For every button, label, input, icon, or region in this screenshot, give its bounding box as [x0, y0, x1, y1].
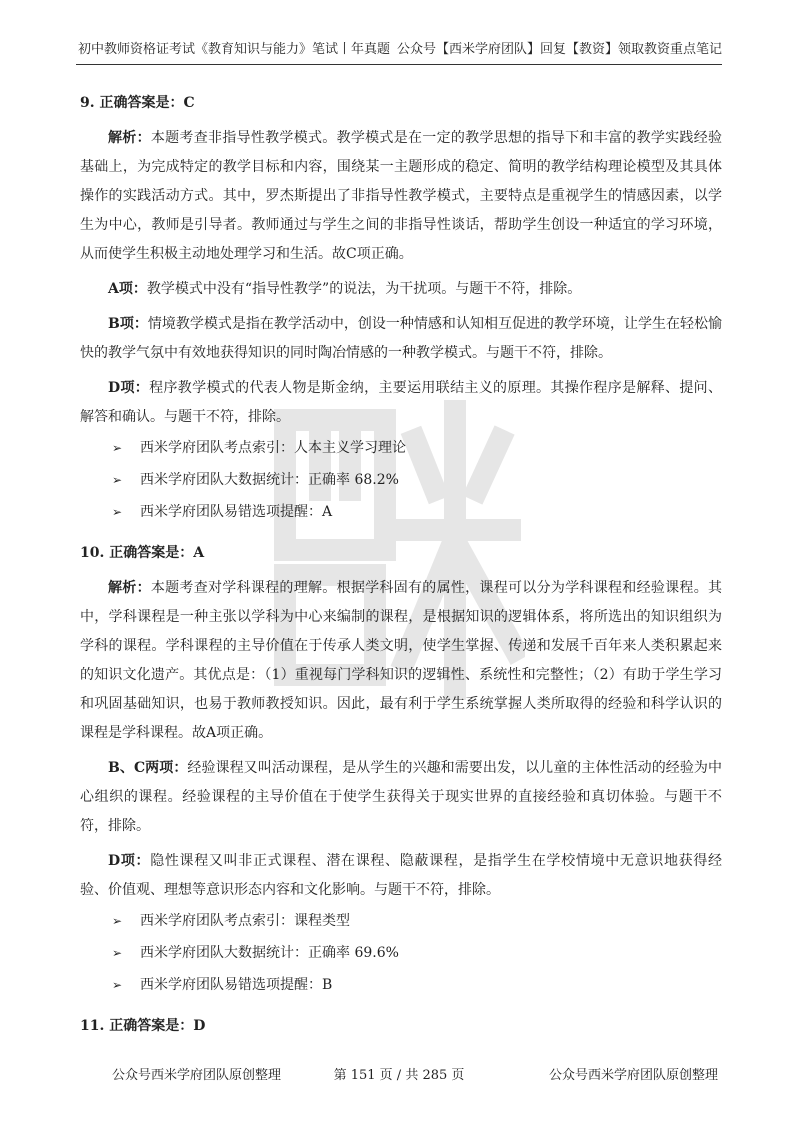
q10-bullet-stats: [80, 937, 722, 969]
q10-bullet-error: [80, 969, 722, 1001]
q10-option-d-label: D项：: [108, 853, 151, 869]
q9-option-b: [80, 310, 722, 368]
q10-option-d-text: 隐性课程又叫非正式课程、潜在课程、隐蔽课程，是指学生在学校情境中无意识地获得经验、价值观、理想等意识形态内容和文化影响。与题干不符，排除。: [80, 853, 723, 898]
q9-option-d-text: 程序教学模式的代表人物是斯金纳，主要运用联结主义的原理。其操作程序是解释、提问、解答和确认。与题干不符，排除。: [80, 380, 723, 425]
q11-answer-title: 11. 正确答案是：D: [80, 1018, 206, 1034]
q9-bullet-error: [80, 496, 722, 528]
bullet-arrow-icon: ➢: [112, 946, 123, 960]
page-number: 第 151 页 / 共 285 页: [333, 1068, 465, 1083]
q10-option-d: [80, 847, 722, 905]
q9-option-a-label: A项：: [108, 281, 147, 297]
bullet-arrow-icon: ➢: [112, 505, 123, 519]
q10-option-bc: [80, 754, 722, 841]
bullet-arrow-icon: ➢: [112, 441, 123, 455]
q9-option-b-text: 情境教学模式是指在教学活动中，创设一种情感和认知相互促进的教学环境，让学生在轻松愉快的教学气氛中有效地获得知识的同时陶冶情感的一种教学模式。与题干不符，排除。: [80, 316, 723, 361]
q9-bullet-stats: [80, 464, 722, 496]
q9-bullet-error-text: 西米学府团队易错选项提醒：A: [140, 504, 333, 520]
q10-option-bc-label: B、C两项：: [108, 760, 188, 776]
q9-analysis-label: 解析：: [108, 130, 151, 146]
q9-bullet-index: [80, 432, 722, 464]
header-left-text: 初中教师资格证考试《教育知识与能力》笔试丨年真题: [78, 42, 391, 57]
q10-analysis-text: 本题考查对学科课程的理解。根据学科固有的属性，课程可以分为学科课程和经验课程。其中，学科课程是一种主张以学科为中心来编制的课程，是根据知识的逻辑体系，将所选出的知识组织为学科的课程。学科课程的主导价值在于传承人类文明，使学生掌握、传递和发展千百年来人类积累起来的知识文化遗产。其优点是：（1）重视每门学科知识的逻辑性、系统性和完整性；（2）有助于学生学习和巩固基础知识，也易于教师教授知识。因此，最有利于学生系统掌握人类所取得的经验和科学认识的课程是学科课程。故A项正确。: [80, 580, 722, 741]
bullet-arrow-icon: ➢: [112, 978, 123, 992]
page-header: [76, 38, 722, 65]
q10-bullet-index-text: 西米学府团队考点索引：课程类型: [140, 913, 350, 929]
q9-option-d: [80, 374, 722, 432]
q10-bullet-stats-text: 西米学府团队大数据统计：正确率 69.6%: [140, 945, 399, 961]
q9-answer-title: 9. 正确答案是：C: [80, 95, 195, 111]
q9-bullet-index-text: 西米学府团队考点索引：人本主义学习理论: [140, 440, 406, 456]
q10-bullet-index: [80, 905, 722, 937]
bullet-arrow-icon: ➢: [112, 914, 123, 928]
q10-option-bc-text: 经验课程又叫活动课程，是从学生的兴趣和需要出发，以儿童的主体性活动的经验为中心组织的课程。经验课程的主导价值在于使学生获得关于现实世界的直接经验和真切体验。与题干不符，排除。: [80, 760, 722, 834]
q9-bullet-stats-text: 西米学府团队大数据统计：正确率 68.2%: [140, 472, 399, 488]
q10-analysis-label: 解析：: [108, 580, 151, 596]
document-body: [80, 88, 722, 1041]
footer-left-text: 公众号西米学府团队原创整理: [112, 1068, 282, 1083]
q10-analysis: [80, 574, 722, 748]
q9-analysis: [80, 124, 722, 269]
q9-option-b-label: B项：: [108, 316, 148, 332]
q9-option-a: [80, 275, 722, 304]
footer-right-text: 公众号西米学府团队原创整理: [548, 1068, 718, 1083]
header-right-text: 公众号【西米学府团队】回复【教资】领取教资重点笔记: [396, 42, 722, 57]
q9-option-d-label: D项：: [108, 380, 150, 396]
q9-analysis-text: 本题考查非指导性教学模式。教学模式是在一定的教学思想的指导下和丰富的教学实践经验基础上，为完成特定的教学目标和内容，围绕某一主题形成的稳定、简明的教学结构理论模型及其具体操作的实践活动方式。其中，罗杰斯提出了非指导性教学模式，主要特点是重视学生的情感因素，以学生为中心，教师是引导者。教师通过与学生之间的非指导性谈话，帮助学生创设一种适宜的学习环境，从而使学生积极主动地处理学习和生活。故C项正确。: [80, 130, 722, 262]
q10-bullet-error-text: 西米学府团队易错选项提醒：B: [140, 977, 333, 993]
q10-answer-title: 10. 正确答案是：A: [80, 545, 205, 561]
bullet-arrow-icon: ➢: [112, 473, 123, 487]
q9-option-a-text: 教学模式中没有“指导性教学”的说法，为干扰项。与题干不符，排除。: [146, 281, 582, 297]
